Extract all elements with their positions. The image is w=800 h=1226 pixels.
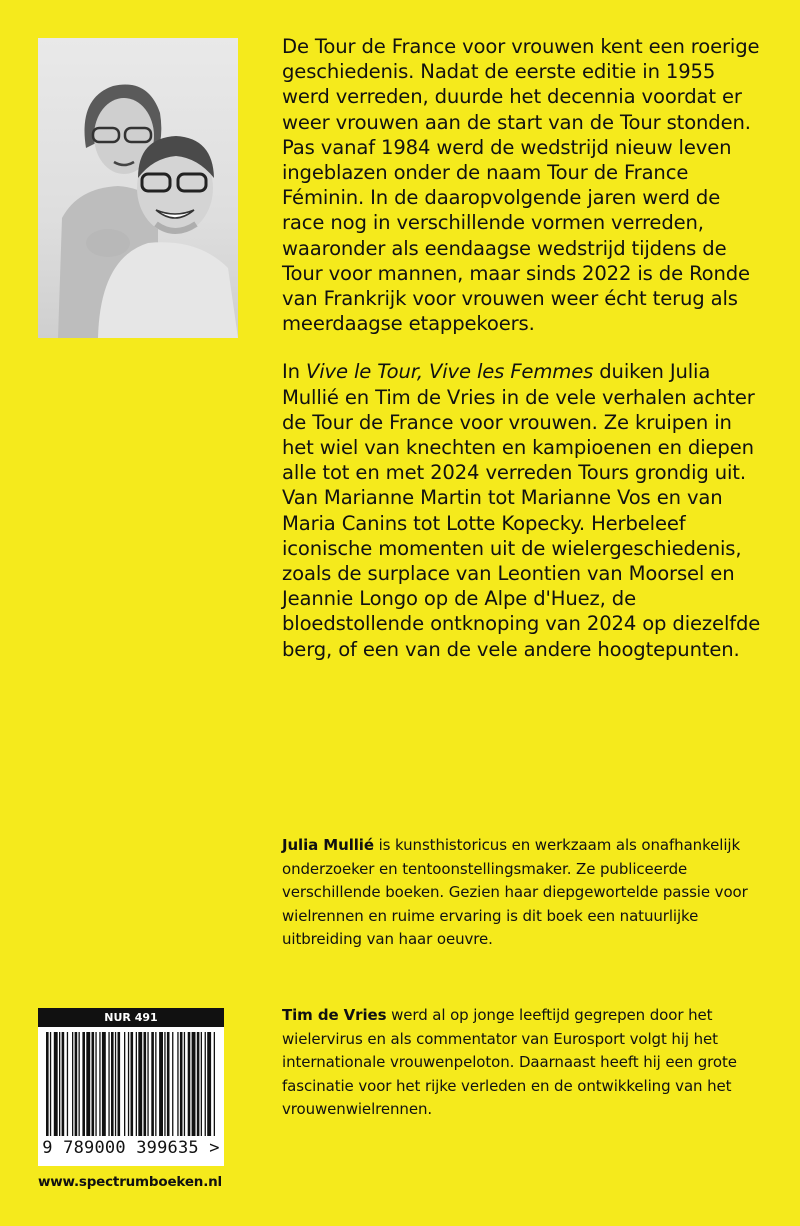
barcode-bar [118,1032,121,1136]
author-bio-julia [282,834,752,952]
barcode-bar [92,1032,95,1136]
barcode-bar [102,1032,106,1136]
blurb-paragraph-2 [282,359,768,661]
barcode-bar [67,1032,68,1136]
barcode-bar [197,1032,200,1136]
barcode-bar [75,1032,78,1136]
barcode-bar [59,1032,60,1136]
barcode-bar [111,1032,114,1136]
author-photo [38,38,238,338]
barcode-bar [79,1032,80,1136]
barcode-bar [124,1032,125,1136]
back-cover-blurb [282,34,768,662]
author-name: Tim de Vries [282,1006,387,1024]
barcode-bar [46,1032,49,1136]
barcode-bar [167,1032,170,1136]
barcode-bar [62,1032,65,1136]
barcode-bar [99,1032,100,1136]
barcode-bar [155,1032,156,1136]
author-name: Julia Mullié [282,836,374,854]
nur-code: NUR 491 [38,1008,224,1027]
isbn-digits: 9 789000 399635 > [42,1138,220,1158]
barcode-bar [214,1032,215,1136]
publisher-website: www.spectrumboeken.nl [38,1174,222,1190]
barcode-bar [172,1032,173,1136]
blurb-p2-rest: duiken Julia Mullié en Tim de Vries in de vele verhalen achter de Tour de France voor vrouwen. Ze kruipen in het wiel van knechten en kampioenen en diepen alle tot en met 2024 verreden Tours grondig uit. Van Marianne Martin tot Marianne Vos en van Maria Canins tot Lotte Kopecky. Herbeleef iconische momenten uit de wielergeschiedenis, zoals de surplace van Leontien van Moorsel en Jeannie Longo op de Alpe d'Huez, de bloedstollende ontknoping van 2024 op diezelfde berg, of een van de vele andere hoogtepunten. [282,360,761,661]
barcode-bar [144,1032,147,1136]
barcode-bar [164,1032,165,1136]
barcode-bar [50,1032,51,1136]
barcode-bar [192,1032,196,1136]
barcode-bar [86,1032,90,1136]
barcode-bar [82,1032,85,1136]
barcode-bar [188,1032,191,1136]
book-title: Vive le Tour, Vive les Femmes [305,360,594,384]
barcode-bar [54,1032,58,1136]
barcode-bar [115,1032,116,1136]
author-photo-illustration [38,38,238,338]
barcode-bar [72,1032,73,1136]
blurb-p2-prefix: In [282,360,306,384]
barcode-bar [128,1032,129,1136]
barcode-bar [138,1032,142,1136]
isbn-barcode [38,1008,224,1166]
barcode-bar [131,1032,134,1136]
barcode-bar [108,1032,109,1136]
barcode-bar [184,1032,185,1136]
barcode-bar [205,1032,206,1136]
barcode-bar [151,1032,154,1136]
author-bio-tim [282,1004,752,1122]
barcode-bar [180,1032,183,1136]
barcode-bar [147,1032,148,1136]
author-bio-text: werd al op jonge leeftijd gegrepen door het wielervirus en als commentator van Eurosport volgt hij het internationale vrouwenpeloton. Daarnaast heeft hij een grote fascinatie voor het rijke verleden en de ontwikkeling van het vrouwenwielrennen. [282,1006,737,1119]
author-bio-text: is kunsthistoricus en werkzaam als onafhankelijk onderzoeker en tentoonstellingsmaker. Ze publiceerde verschillende boeken. Gezien haar diepgewortelde passie voor wielrennen en ruime ervaring is dit boek een natuurlijke uitbreiding van haar oeuvre. [282,836,748,949]
blurb-paragraph-1: De Tour de France voor vrouwen kent een roerige geschiedenis. Nadat de eerste editie in 1955 werd verreden, duurde het decennia voordat er weer vrouwen aan de start van de Tour stonden. Pas vanaf 1984 werd de wedstrijd nieuw leven ingeblazen onder de naam Tour de France Féminin. In de daaropvolgende jaren werd de race nog in verschillende vormen verreden, waaronder als eendaagse wedstrijd tijdens de Tour voor mannen, maar sinds 2022 is de Ronde van Frankrijk voor vrouwen weer écht terug als meerdaagse etappekoers. [282,35,760,336]
barcode-bar [136,1032,137,1136]
barcode-bar [159,1032,163,1136]
barcode-bar [201,1032,202,1136]
barcode-bar [177,1032,178,1136]
barcode-bars [46,1032,216,1136]
barcode-bar [95,1032,96,1136]
barcode-bar [207,1032,211,1136]
